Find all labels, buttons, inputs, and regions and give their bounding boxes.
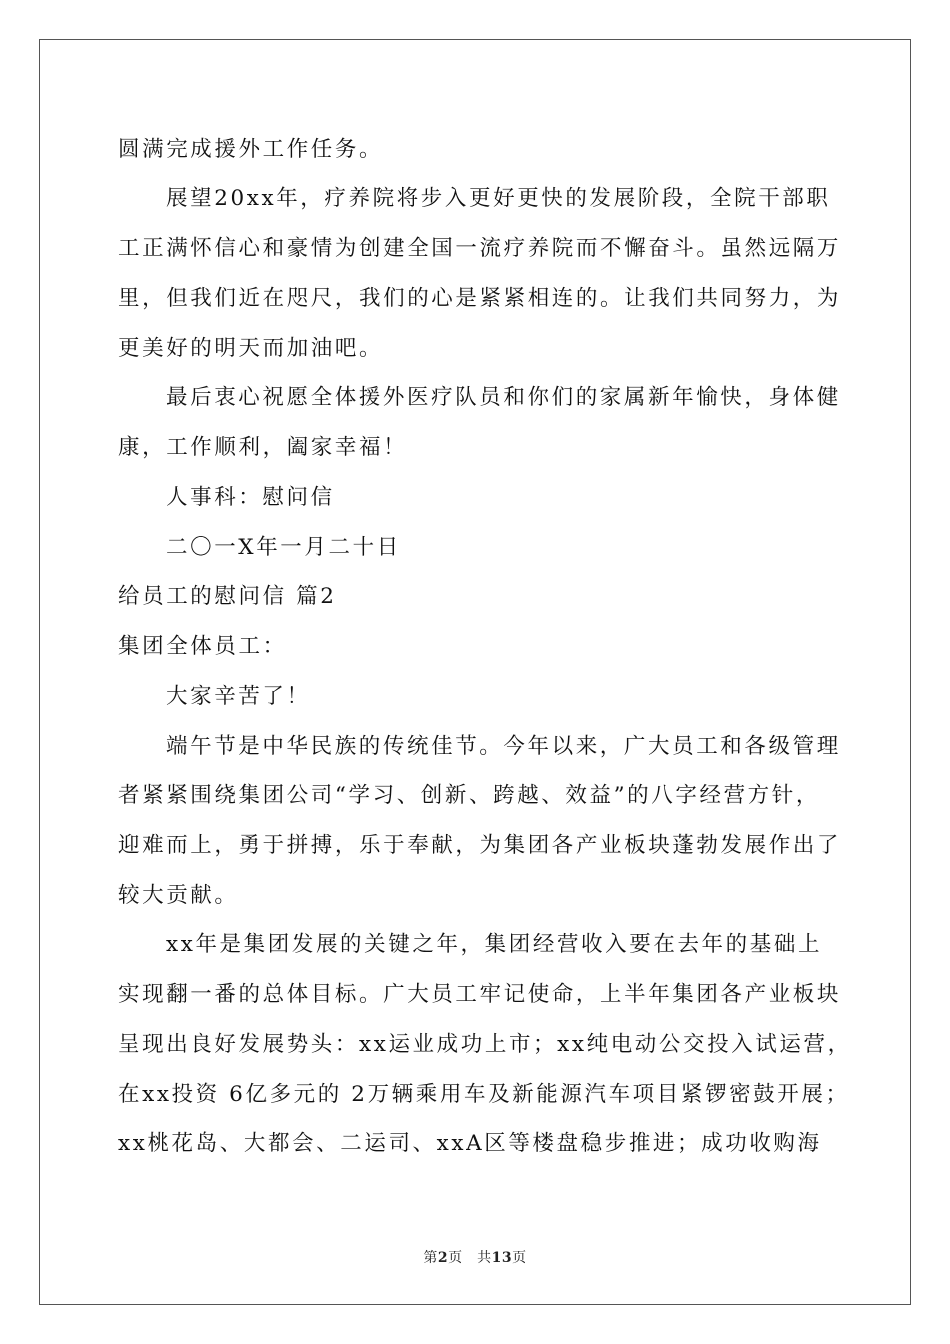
paragraph-line: xx年是集团发展的关键之年，集团经营收入要在去年的基础上 bbox=[166, 932, 823, 957]
page-suffix: 页 bbox=[512, 1250, 527, 1266]
total-pages-number: 13 bbox=[491, 1250, 513, 1266]
page-mid: 页 共 bbox=[448, 1250, 492, 1266]
paragraph-line: 康，工作顺利，阖家幸福！ bbox=[118, 435, 408, 460]
section-title: 给员工的慰问信 篇2 bbox=[118, 584, 337, 609]
paragraph-line: 迎难而上，勇于拼搏，乐于奉献，为集团各产业板块蓬勃发展作出了 bbox=[118, 833, 842, 858]
paragraph-line: 圆满完成援外工作任务。 bbox=[118, 137, 384, 162]
paragraph-line: 里，但我们近在咫尺，我们的心是紧紧相连的。让我们共同努力，为 bbox=[118, 286, 842, 311]
page-prefix: 第 bbox=[423, 1250, 438, 1266]
signature-line: 人事科：慰问信 bbox=[166, 485, 335, 510]
paragraph-line: 端午节是中华民族的传统佳节。今年以来，广大员工和各级管理 bbox=[166, 734, 841, 759]
paragraph-line: 最后衷心祝愿全体援外医疗队员和你们的家属新年愉快，身体健 bbox=[166, 385, 841, 410]
paragraph-line: xx桃花岛、大都会、二运司、xxA区等楼盘稳步推进；成功收购海 bbox=[118, 1131, 822, 1156]
paragraph-line: 展望20xx年，疗养院将步入更好更快的发展阶段，全院干部职 bbox=[166, 186, 831, 211]
page-border bbox=[39, 39, 911, 1305]
paragraph-line: 呈现出良好发展势头：xx运业成功上市；xx纯电动公交投入试运营， bbox=[118, 1032, 852, 1057]
date-line: 二〇一X年一月二十日 bbox=[166, 535, 401, 560]
paragraph-line: 更美好的明天而加油吧。 bbox=[118, 336, 384, 361]
greeting-line: 大家辛苦了！ bbox=[166, 684, 311, 709]
current-page-number: 2 bbox=[437, 1250, 449, 1266]
paragraph-line: 工正满怀信心和豪情为创建全国一流疗养院而不懈奋斗。虽然远隔万 bbox=[118, 236, 842, 261]
page-footer bbox=[0, 1247, 950, 1267]
paragraph-line: 者紧紧围绕集团公司“学习、创新、跨越、效益”的八字经营方针， bbox=[118, 783, 820, 808]
paragraph-line: 较大贡献。 bbox=[118, 883, 239, 908]
paragraph-line: 在xx投资 6亿多元的 2万辆乘用车及新能源汽车项目紧锣密鼓开展； bbox=[118, 1082, 850, 1107]
salutation: 集团全体员工： bbox=[118, 634, 287, 659]
paragraph-line: 实现翻一番的总体目标。广大员工牢记使命，上半年集团各产业板块 bbox=[118, 982, 842, 1007]
